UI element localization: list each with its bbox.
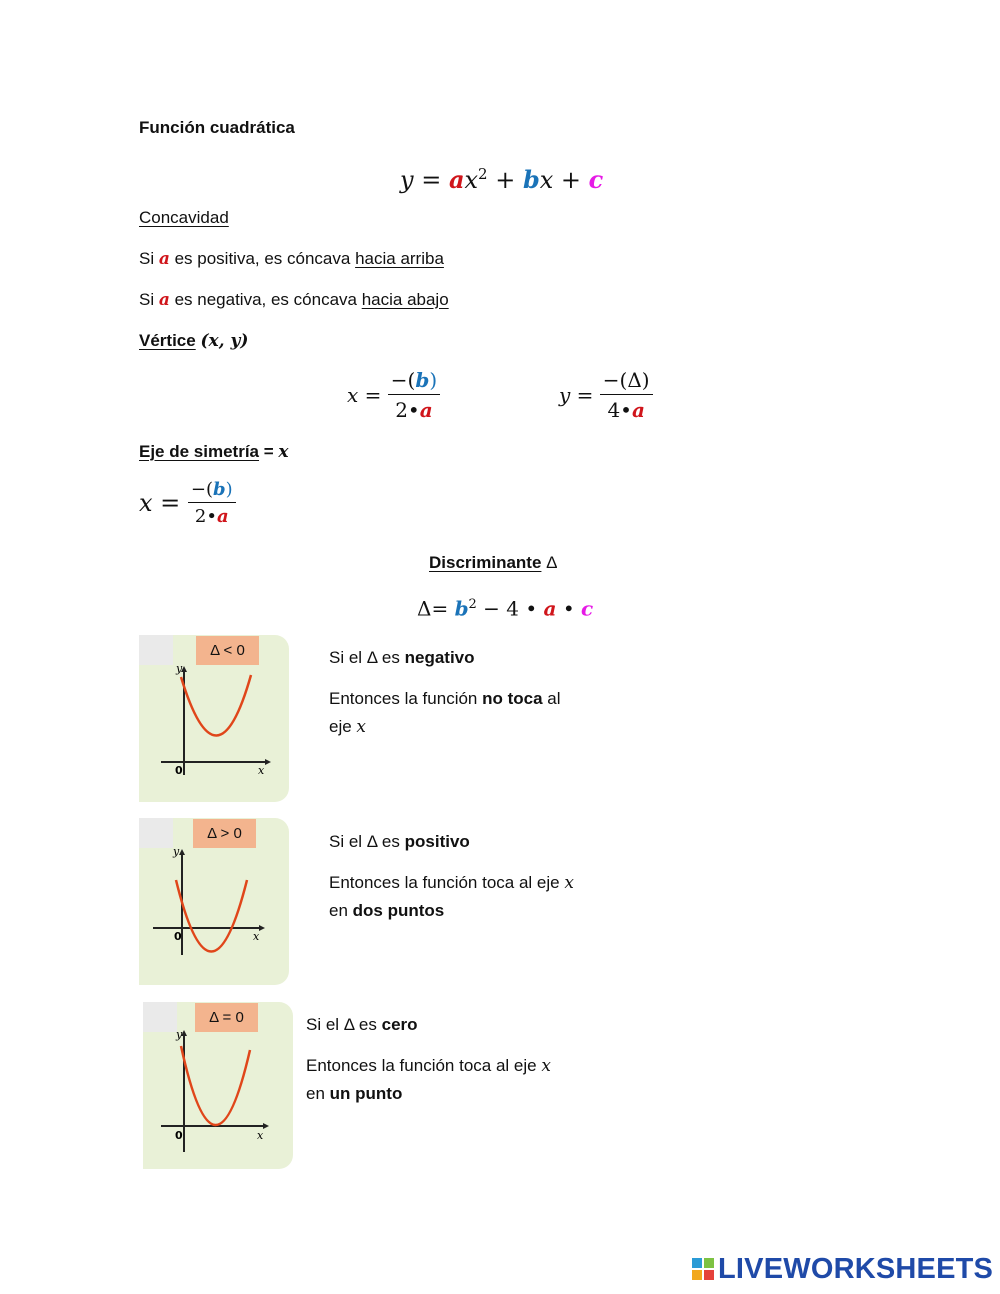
text: Si el Δ es bbox=[329, 648, 405, 667]
parabola-graph bbox=[139, 818, 289, 985]
positivo: positivo bbox=[404, 832, 470, 851]
tag-label: Δ = 0 bbox=[195, 1003, 258, 1032]
text: −( bbox=[390, 368, 416, 392]
vertex-heading-row bbox=[139, 330, 248, 352]
text: − 4 • bbox=[476, 596, 544, 621]
x-axis-arrow bbox=[263, 1123, 269, 1129]
parabola-curve bbox=[181, 675, 251, 736]
var-x: x bbox=[541, 1056, 551, 1076]
case-negative-line3 bbox=[329, 716, 366, 738]
case-positive-line2 bbox=[329, 872, 574, 894]
case-negative-line2 bbox=[329, 688, 561, 710]
logo-icon bbox=[692, 1258, 714, 1280]
text: 4• bbox=[607, 398, 632, 422]
text: • bbox=[556, 596, 582, 621]
var-a: a bbox=[158, 249, 170, 269]
text: Entonces la función toca al eje bbox=[306, 1056, 542, 1075]
tag-label: Δ > 0 bbox=[193, 819, 256, 848]
discriminant-heading-row bbox=[429, 552, 558, 574]
discriminant-heading: Discriminante bbox=[429, 553, 542, 572]
delta-symbol: Δ bbox=[546, 553, 558, 572]
y-axis-arrow bbox=[179, 849, 185, 855]
eq-x2: x bbox=[539, 166, 554, 194]
liveworksheets-logo bbox=[692, 1252, 993, 1286]
eq-a: a bbox=[448, 165, 465, 194]
dos-puntos: dos puntos bbox=[352, 901, 445, 920]
text: ) bbox=[225, 479, 233, 500]
vertex-coords: (x, y) bbox=[200, 331, 249, 351]
page-title: Función cuadrática bbox=[139, 118, 295, 137]
text: 2• bbox=[395, 398, 420, 422]
parabola-curve bbox=[181, 1046, 250, 1125]
text: eje bbox=[329, 717, 357, 736]
text: ) bbox=[429, 368, 438, 392]
x-label: x bbox=[257, 1129, 264, 1142]
text: al bbox=[542, 689, 561, 708]
case-positive-line3 bbox=[329, 900, 444, 922]
eq-b: b bbox=[522, 165, 540, 194]
negativo: negativo bbox=[404, 648, 475, 667]
origin-label: 0 bbox=[175, 764, 183, 777]
denominator bbox=[192, 503, 232, 527]
parabola-graph bbox=[139, 635, 289, 802]
text: Si bbox=[139, 249, 159, 268]
var-c: c bbox=[581, 596, 594, 621]
text: Si bbox=[139, 290, 159, 309]
tag-label: Δ < 0 bbox=[196, 636, 259, 665]
y-label: y bbox=[176, 662, 183, 675]
un-punto: un punto bbox=[329, 1084, 403, 1103]
text: Entonces la función toca al eje bbox=[329, 873, 565, 892]
square: 2 bbox=[468, 597, 477, 612]
graph-positive-discriminant bbox=[139, 818, 289, 985]
graph-zero-discriminant bbox=[143, 1002, 293, 1169]
text: Si el Δ es bbox=[306, 1015, 382, 1034]
symmetry-heading: Eje de simetría bbox=[139, 442, 260, 461]
numerator bbox=[188, 479, 236, 503]
var-b: b bbox=[415, 368, 430, 392]
text: en bbox=[329, 901, 353, 920]
parabola-curve bbox=[176, 880, 247, 952]
case-negative-line1 bbox=[329, 647, 475, 669]
discriminant-formula bbox=[417, 591, 593, 623]
logo-text: LIVEWORKSHEETS bbox=[718, 1252, 994, 1285]
parabola-graph bbox=[143, 1002, 293, 1169]
case-zero-line3 bbox=[306, 1083, 402, 1105]
numerator: −(Δ) bbox=[600, 368, 653, 395]
eq-plus2: + bbox=[553, 166, 589, 194]
denominator bbox=[392, 395, 436, 422]
var-a: a bbox=[419, 398, 433, 422]
x-label: x bbox=[258, 764, 265, 777]
x-axis-arrow bbox=[265, 759, 271, 765]
var-b: b bbox=[213, 479, 226, 500]
x-label: x bbox=[253, 930, 260, 943]
y-label: y bbox=[173, 845, 180, 858]
var-a: a bbox=[543, 596, 557, 621]
fraction bbox=[188, 479, 236, 527]
text: 2• bbox=[194, 506, 217, 527]
eq-y: y bbox=[400, 166, 414, 194]
symmetry-heading-row bbox=[139, 441, 289, 463]
vertex-heading: Vértice bbox=[139, 331, 196, 350]
y-label: y bbox=[176, 1028, 183, 1041]
case-positive-line1 bbox=[329, 831, 470, 853]
hacia-abajo: hacia abajo bbox=[361, 290, 449, 309]
lhs: y = bbox=[559, 383, 600, 407]
lhs: x = bbox=[347, 383, 388, 407]
concavity-heading: Concavidad bbox=[139, 208, 229, 227]
var-a: a bbox=[158, 290, 170, 310]
denominator bbox=[604, 395, 648, 422]
var-x: x bbox=[356, 717, 367, 737]
lhs: x = bbox=[139, 489, 188, 517]
case-zero-line1 bbox=[306, 1014, 418, 1036]
text: Entonces la función bbox=[329, 689, 483, 708]
var-x: x bbox=[564, 873, 574, 893]
case-zero-line2 bbox=[306, 1055, 551, 1077]
var-a: a bbox=[216, 506, 229, 527]
text: Si el Δ es bbox=[329, 832, 405, 851]
symmetry-var: x bbox=[278, 442, 289, 462]
var-b: b bbox=[454, 596, 469, 621]
no-toca: no toca bbox=[482, 689, 543, 708]
cero: cero bbox=[381, 1015, 418, 1034]
text: es positiva, es cóncava bbox=[169, 249, 356, 268]
quadratic-equation bbox=[400, 158, 603, 196]
fraction bbox=[388, 368, 440, 422]
fraction bbox=[600, 368, 653, 422]
text: = bbox=[259, 442, 279, 461]
graph-negative-discriminant bbox=[139, 635, 289, 802]
eq-square: 2 bbox=[478, 165, 488, 183]
lhs: Δ= bbox=[417, 596, 455, 621]
numerator bbox=[388, 368, 440, 395]
text: −( bbox=[190, 479, 214, 500]
symmetry-formula bbox=[139, 479, 236, 527]
origin-label: 0 bbox=[174, 930, 182, 943]
text: en bbox=[306, 1084, 330, 1103]
x-axis-arrow bbox=[259, 925, 265, 931]
vertex-x-formula bbox=[347, 368, 440, 422]
eq-x: x bbox=[464, 166, 479, 194]
eq-c: c bbox=[588, 165, 604, 194]
eq-plus1: + bbox=[487, 166, 523, 194]
concavity-negative bbox=[139, 289, 449, 311]
vertex-y-formula bbox=[559, 368, 653, 422]
concavity-positive bbox=[139, 248, 444, 270]
eq-equals: = bbox=[413, 166, 449, 194]
hacia-arriba: hacia arriba bbox=[355, 249, 444, 268]
origin-label: 0 bbox=[175, 1129, 183, 1142]
text: es negativa, es cóncava bbox=[169, 290, 362, 309]
var-a: a bbox=[631, 398, 645, 422]
